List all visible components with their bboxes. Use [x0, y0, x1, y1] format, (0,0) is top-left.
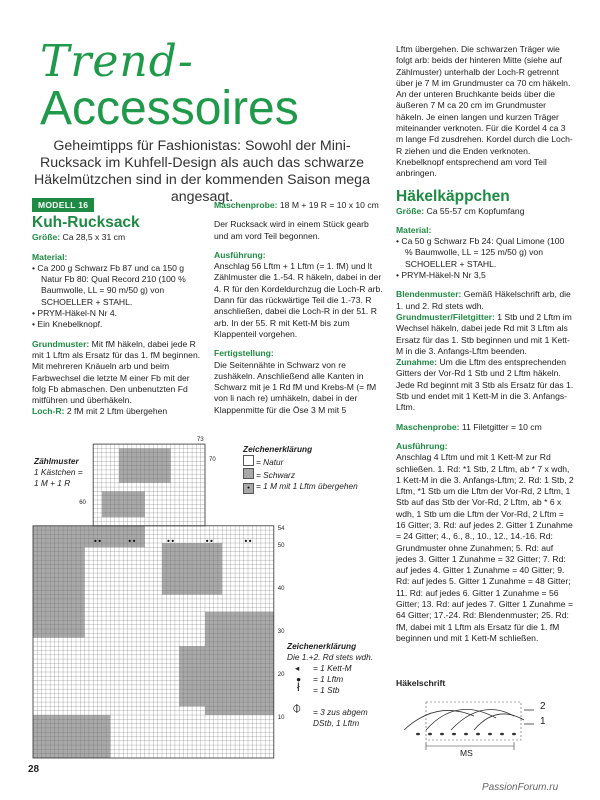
maschenprobe-text: 11 Filetgitter = 10 cm — [459, 421, 542, 432]
row-number-label: 60 — [79, 500, 86, 506]
stb-icon: ł — [297, 680, 300, 694]
blendenmuster-label: Blendenmuster: — [396, 289, 462, 300]
filetgitter-label: Grundmuster/Filetgitter: — [396, 311, 495, 322]
zunahme-text: Um die Lftm des entsprechenden Gitters der Vor-Rd 1 Stb und 2 Lftm häkeln. Jede Rd beginnt mit 3 Stb als Ersatz für das 1. Stb und endet mit 1 Kett-M in die 3. Anfangs-Lftm. — [396, 357, 574, 413]
lftm-icon: ● — [296, 674, 302, 684]
loch-dot — [167, 540, 169, 542]
grundmuster-text: Mit fM häkeln, dabei jede R mit 1 Lftm als Ersatz für das 1. fM beginnen. Mit mehreren Knäueln arb und beim Farbwechsel die letzte M einer Fb mit der folg Fb abmaschen. Den unbenutzten Fd mitführen und überhäkeln. — [32, 338, 201, 406]
page-title: Accessoires — [40, 82, 299, 135]
intro-paragraph: Der Rucksack wird in einem Stück gearb und am vord Teil begonnen. — [214, 219, 369, 241]
maschenprobe-text: 18 M + 19 R = 10 x 10 cm — [277, 200, 379, 210]
heading-kuh-rucksack: Kuh-Rucksack — [32, 214, 140, 232]
legend-colors — [243, 444, 358, 494]
maschenprobe-label: Maschenprobe: — [396, 421, 460, 432]
fertigstellung-text: Die Seitennähte in Schwarz von re zushäkeln. Anschließend alle Kanten in Schwarz mit je 1 Rd fM und Krebs-M (= fM von li nach re) umhäkeln, dabei in der Klappenmitte für die Öse 3 M mit 5 — [214, 359, 377, 415]
ausfuehrung-label: Ausführung: — [396, 440, 448, 451]
loch-dot — [172, 540, 174, 542]
size-label: Größe: — [32, 232, 61, 243]
heading-haekelkaeppchen: Häkelkäppchen — [396, 187, 510, 205]
zunahme-label: Zunahme: — [396, 357, 438, 368]
material-item: • Ca 50 g Schwarz Fb 24: Qual Limone (100 % Baumwolle, LL = 125 m/50 g) von SCHOELLER + STAHL. — [396, 236, 565, 269]
material-label: Material: — [396, 224, 432, 235]
blendenmuster-text: Gemäß Häkelschrift arb, die 1. und 2. Rd stets wdh. — [396, 289, 571, 311]
title-line1: Trend- — [40, 36, 194, 87]
row-number-label: 70 — [209, 457, 216, 463]
size-label: Größe: — [396, 205, 425, 216]
kett-m-icon: ◂ — [295, 663, 300, 673]
legend-schwarz: = Schwarz — [243, 468, 358, 481]
watermark-brand: PassionForum.ru — [482, 782, 559, 793]
loch-dot — [99, 540, 101, 542]
loch-dot — [249, 540, 251, 542]
ausfuehrung-text: Anschlag 4 Lftm und mit 1 Kett-M zur Rd schließen. 1. Rd: *1 Stb, 2 Lftm, ab * 7 x wdh, 1 Kett-M in die 3. Anfangs-Lftm; 2. Rd: 1 Stb, 2 Lftm, *1 Stb um die Lftm der Vor-Rd, 2 Lftm, 1 Stb auf das Stb der Vor-Rd, 2 Lftm, ab * 6 x wdh, 1 Stb um die Lftm der Vor-Rd, 2 Lftm = 16 Gitter; 3. Rd: auf jedes 2. Gitter 1 Zunahme = 24 Gitter; 4., 6., 8., 10., 12., 14.-16. Rd: Grundmuster ohne Zunahmen; 5. Rd: auf jedes 3. Gitter 1 Zunahme = 32 Gitter; 7. Rd: auf jedes 4. Gitter 1 Zunahme = 40 Gitter; 9. Rd: auf jedes 5. Gitter 1 Zunahme = 48 Gitter; 11. Rd: auf jedes 6. Gitter 1 Zunahme = 56 Gitter; 13. Rd: auf jedes 7. Gitter 1 Zunahme = 64 Gitter; 17.-24. Rd: Blendenmuster; 25. Rd: fM, dabei mit 1 Lftm als Ersatz für die 1. fM beginnen und mit 1 Kett-M schließen. — [396, 452, 574, 643]
size-value: Ca 28,5 x 31 cm — [60, 232, 126, 243]
ms-label: MS — [460, 748, 473, 758]
row-number-label: 10 — [277, 715, 285, 721]
legend-loch: • = 1 M mit 1 Lftm übergehen — [243, 481, 358, 494]
page-number: 28 — [28, 764, 40, 775]
grundmuster-label: Grundmuster: — [32, 338, 90, 349]
legend-title: Zeichenerklärung — [243, 444, 313, 454]
filetgitter-text: 1 Stb und 2 Lftm im Wechsel häkeln, dabei jede Rd mit 3 Lftm als Ersatz für das 1. Stb beginnen und mit 1 Kett-M in die 3. Anfangs-Lftm beenden. — [396, 311, 572, 356]
maschenprobe-label: Maschenprobe: — [214, 200, 278, 210]
schwarz-swatch — [243, 468, 254, 479]
lochr-text: 2 fM mit 2 Lftm übergehen — [64, 406, 168, 417]
intro-text: Geheimtipps für Fashionistas: Sowohl der Mini-Rucksack im Kuhfell-Design als auch das schwarze Häkelmützchen sind in der kommenden Saison mega angesagt. — [34, 138, 370, 205]
row-number-label: 30 — [277, 629, 285, 635]
material-item: • Ca 200 g Schwarz Fb 87 und ca 150 g Natur Fb 80: Qual Record 210 (100 % Baumwolle, LL = 90 m/50 g) von SCHOELLER + STAHL. — [32, 262, 186, 307]
natur-swatch — [243, 455, 254, 466]
material-label: Material: — [32, 251, 68, 262]
loch-dot — [206, 540, 208, 542]
legend-symbols: Zeichenerklärung Die 1.+2. Rd stets wdh. ◂ = 1 Kett-M ● = 1 Lftm ł = 1 Stb ⌽ = 3 zus abgem DStb, 1 Lftm — [287, 641, 387, 729]
legend2-title: Zeichenerklärung — [287, 641, 357, 651]
material-item: • Ein Knebelknopf. — [32, 319, 103, 330]
haekelschrift-label: Häkelschrift — [396, 678, 446, 688]
loch-dot — [133, 540, 135, 542]
row-number-label: 73 — [197, 437, 204, 444]
zaehlmuster-title: Zählmuster — [34, 456, 79, 466]
model-badge: MODELL 16 — [32, 198, 94, 212]
row-label-2: 2 — [540, 701, 546, 712]
material-item: • PRYM-Häkel-N Nr 3,5 — [396, 270, 486, 281]
ausfuehrung-label: Ausführung: — [214, 249, 266, 260]
continued-text: Lftm übergehen. Die schwarzen Träger wie folgt arb: beids der hinteren Mitte (siehe auf Zählmuster) unterhalb der Loch-R getrennt über je 7 M im Grundmuster ca 70 cm häkeln. An der unteren Bruchkante beids über die äußeren 7 M ca 20 cm im Grundmuster häkeln. Je einen langen und kurzen Träger miteinander verknoten. Für die Kordel 4 ca 3 m lange Fd zusdrehen. Kordel durch die Loch-R ziehen und die Enden verknoten. Knebelknopf entsprechend am vord Teil anbringen. — [396, 44, 573, 179]
loch-dot — [245, 540, 247, 542]
loch-swatch: • — [243, 483, 254, 494]
zaehlmuster-line: 1 M + 1 R — [34, 478, 71, 488]
row-number-label: 20 — [277, 672, 285, 678]
loch-dot — [210, 540, 212, 542]
dstb-icon: ⌽ — [292, 700, 302, 717]
fertigstellung-label: Fertigstellung: — [214, 348, 274, 359]
row-number-label: 40 — [277, 586, 285, 592]
legend2-note: Die 1.+2. Rd stets wdh. — [287, 652, 374, 662]
zaehlmuster-line: 1 Kästchen = — [34, 467, 83, 477]
row-label-1: 1 — [540, 716, 546, 727]
loch-dot — [129, 540, 131, 542]
size-value: Ca 55-57 cm Kopfumfang — [424, 205, 525, 216]
lochr-label: Loch-R: — [32, 406, 65, 417]
ausfuehrung-text: Anschlag 56 Lftm + 1 Lftm (= 1. fM) und lt Zählmuster die 1.-54. R häkeln, dabei in der 4. R für den Kordeldurchzug die Loch-R arb. Dann für das rückwärtige Teil die 1.-73. R anschließen, dabei die Loch-R in der 51. R arb. In der 55. R mit Kett-M bis zum Klappenteil vorgehen. — [214, 261, 383, 339]
legend-natur: = Natur — [243, 455, 358, 468]
loch-dot — [94, 540, 96, 542]
material-item: • PRYM-Häkel-N Nr 4. — [32, 308, 117, 319]
row-number-label: 54 — [277, 525, 285, 532]
row-number-label: 50 — [277, 543, 285, 549]
